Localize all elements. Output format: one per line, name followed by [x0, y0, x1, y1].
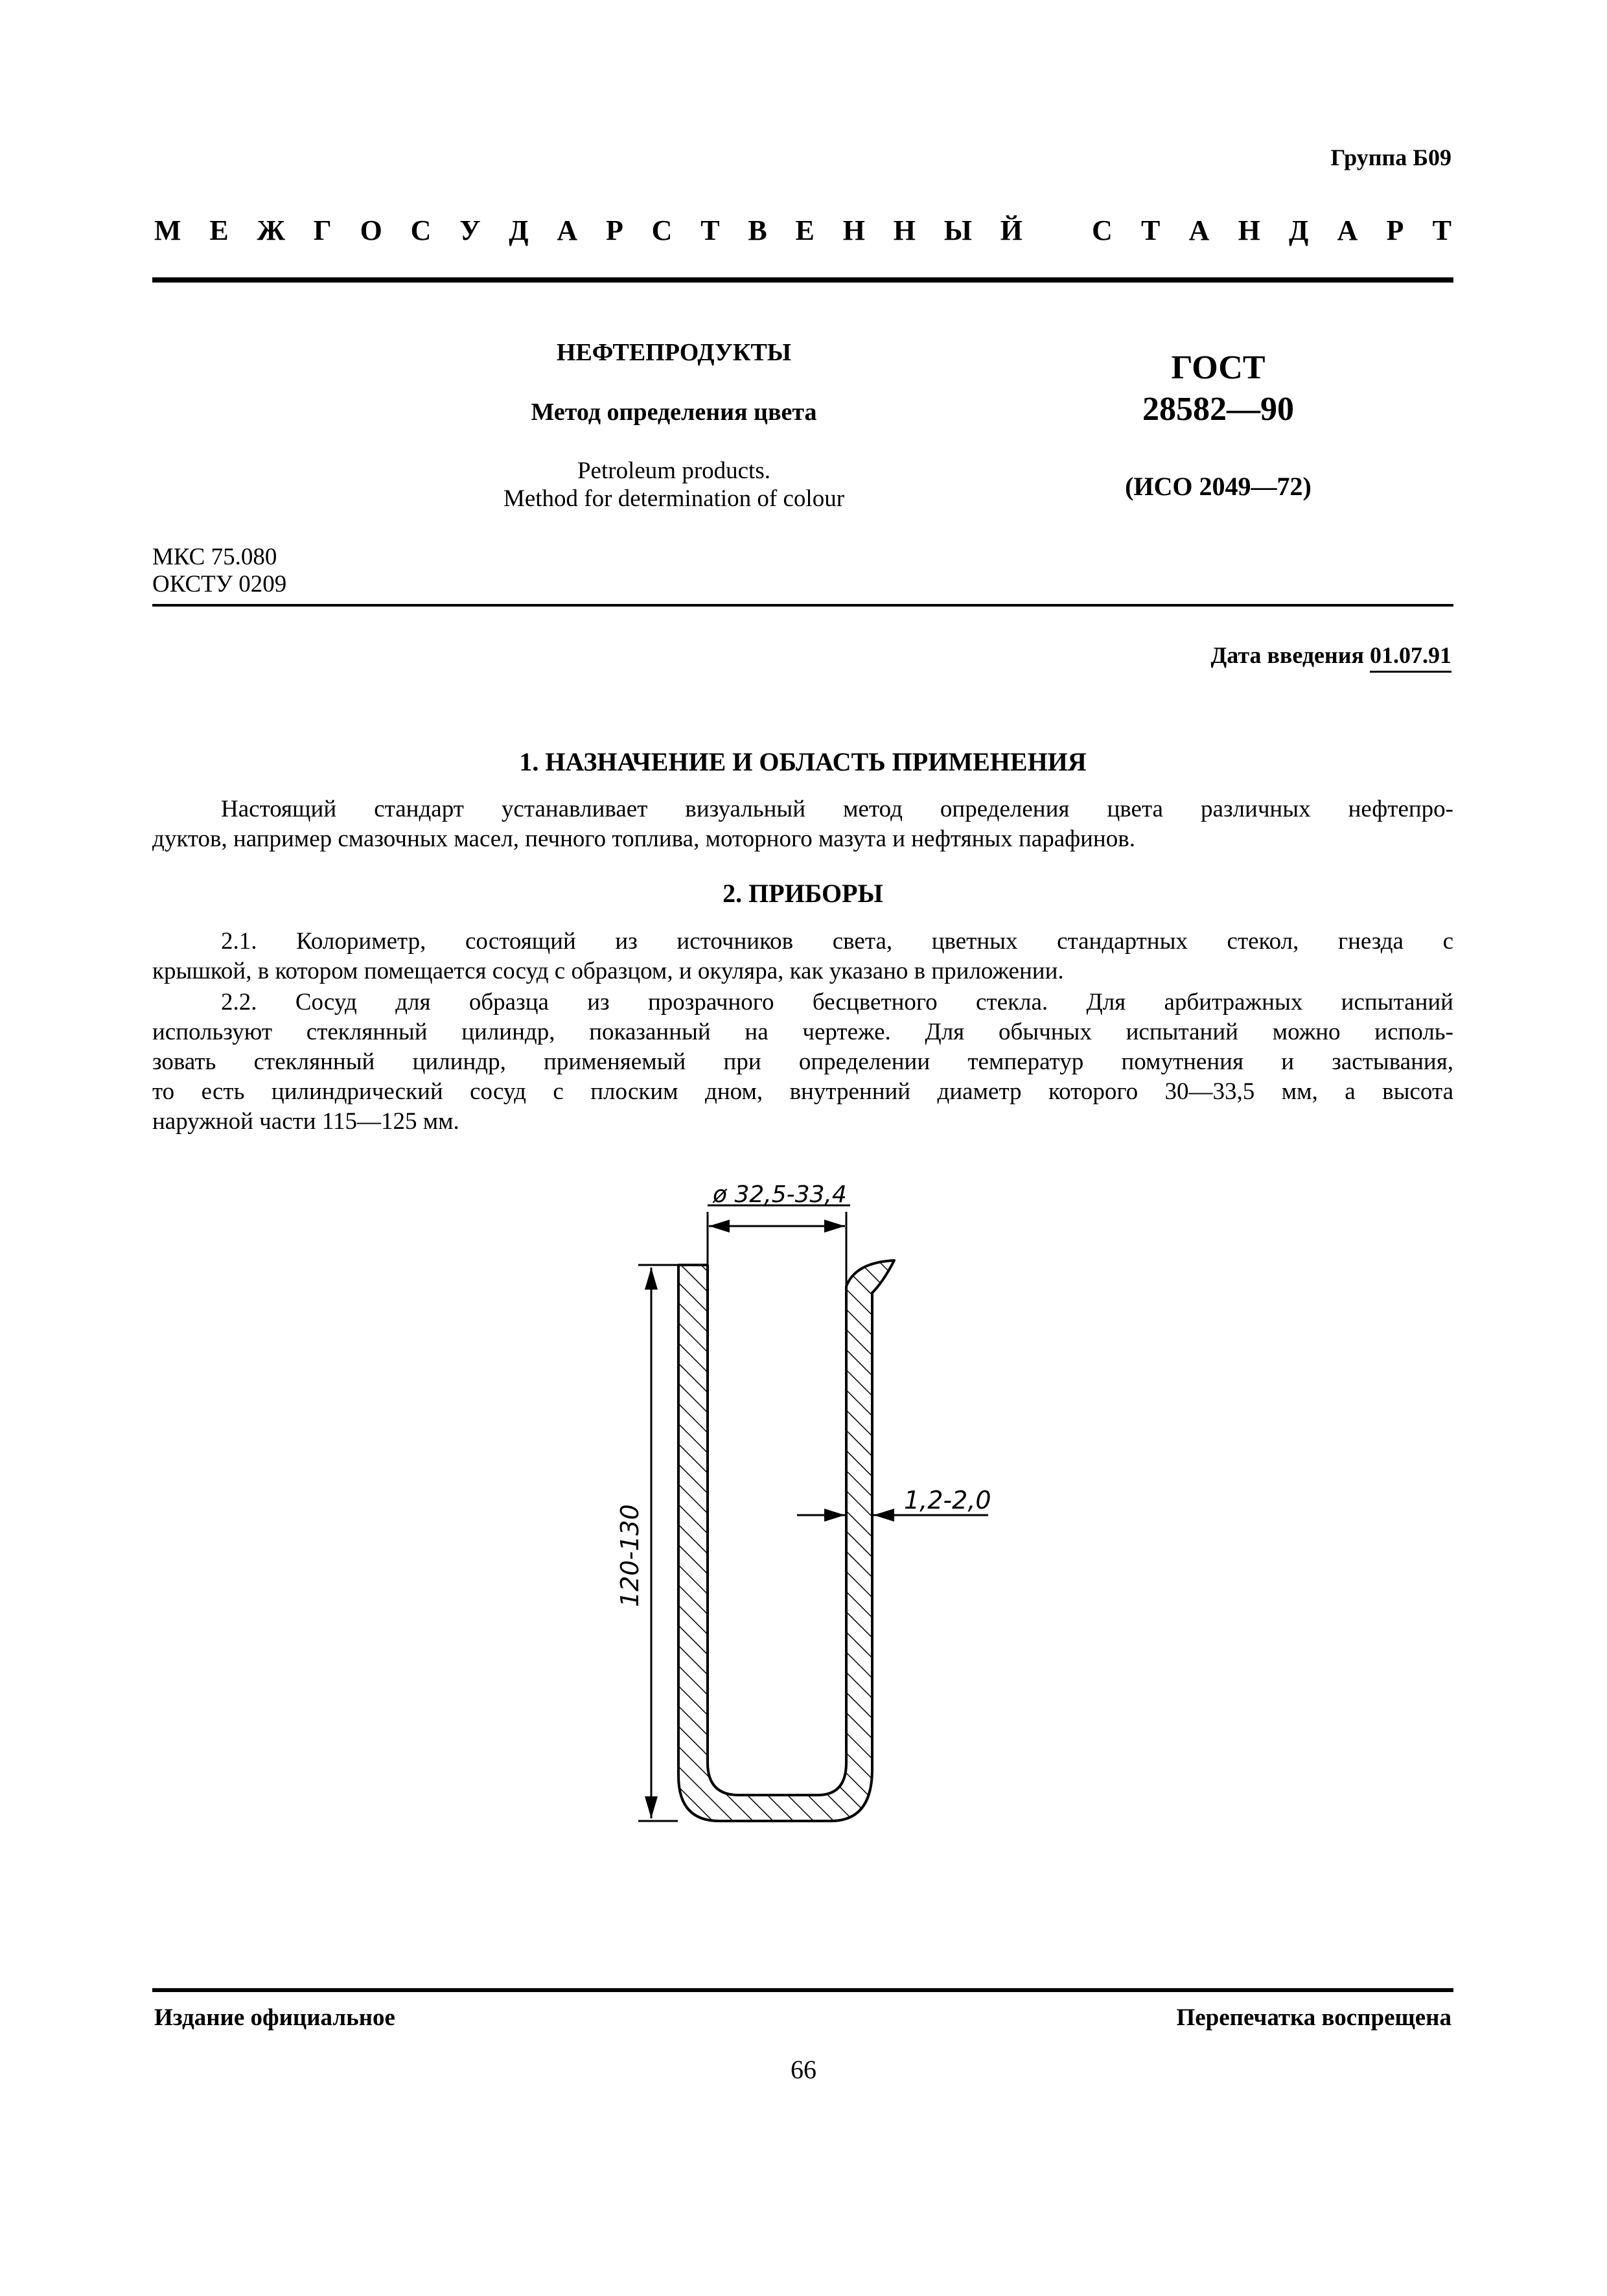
title-block-rule [152, 604, 1453, 607]
english-title-1: Petroleum products. [577, 458, 770, 484]
banner-left-letter: Е [795, 215, 815, 246]
p21-line-2: крышкой, в котором помещается сосуд с образцом, и окуляра, как указано в приложении. [152, 958, 1064, 984]
banner-left-letter: Р [605, 215, 623, 246]
banner-right-letter: Д [1289, 215, 1309, 246]
p22-line-4: то есть цилиндрический сосуд с плоским дном, внутренний диаметр которого 30—33,5 мм, а высота [152, 1078, 1453, 1105]
section-1-heading: 1. НАЗНАЧЕНИЕ И ОБЛАСТЬ ПРИМЕНЕНИЯ [519, 747, 1087, 776]
p22-line-5: наружной части 115—125 мм. [152, 1108, 459, 1135]
banner-right-letter: С [1092, 215, 1113, 246]
banner-left [154, 214, 1023, 247]
banner-left-letter: С [410, 215, 432, 246]
iso-reference: (ИСО 2049—72) [1125, 472, 1312, 501]
banner-left-letter: В [748, 215, 767, 246]
banner-left-letter: Й [1000, 215, 1023, 246]
footer-rule [152, 1988, 1453, 1992]
doc-title: НЕФТЕПРОДУКТЫ [556, 339, 792, 366]
banner-left-letter: Н [842, 215, 865, 246]
banner-right-letter: Т [1141, 215, 1161, 246]
banner-left-letter: М [154, 215, 181, 246]
p22-line-2: используют стеклянный цилиндр, показанный на чертеже. Для обычных испытаний можно исполь- [152, 1019, 1453, 1045]
gost-label: ГОСТ [1171, 349, 1266, 386]
page-number: 66 [791, 2055, 816, 2084]
group-code: Группа Б09 [1330, 145, 1451, 170]
cylinder-drawing [570, 1154, 1089, 1840]
banner-left-letter: А [557, 215, 578, 246]
intro-date-label: Дата введения [1210, 642, 1364, 668]
p22-line-3: зовать стеклянный цилиндр, применяемый при определении температур помутнения и застывания, [152, 1049, 1453, 1075]
p22-line-1: 2.2. Сосуд для образца из прозрачного бесцветного стекла. Для арбитражных испытаний [221, 989, 1453, 1015]
section-1-line-2: дуктов, например смазочных масел, печного топлива, моторного мазута и нефтяных парафинов. [152, 826, 1135, 852]
section-1-line-1: Настоящий стандарт устанавливает визуальный метод определения цвета различных нефтепро- [221, 796, 1453, 822]
p21-line-1: 2.1. Колориметр, состоящий из источников света, цветных стандартных стекол, гнезда с [221, 928, 1453, 955]
banner-right-letter: А [1337, 215, 1358, 246]
intro-date-value: 01.07.91 [1370, 642, 1451, 673]
banner-right-letter: А [1188, 215, 1210, 246]
footer-reprint-prohibited: Перепечатка воспрещена [1176, 2004, 1451, 2031]
banner-right [1092, 214, 1451, 247]
banner-left-letter: С [651, 215, 673, 246]
paragraph-2-2 [152, 988, 1453, 1137]
banner-left-letter: Ы [943, 215, 972, 246]
banner-right-letter: Т [1432, 215, 1451, 246]
banner-left-letter: Д [509, 215, 529, 246]
doc-subtitle: Метод определения цвета [531, 399, 817, 426]
banner-left-letter: Ж [257, 215, 285, 246]
banner-right-letter: Р [1386, 215, 1404, 246]
cylinder-wall [678, 1260, 894, 1821]
mks-code: МКС 75.080 [152, 544, 277, 570]
banner-left-letter: Е [209, 215, 229, 246]
banner-left-letter: Т [700, 215, 720, 246]
diameter-label: ø 32,5-33,4 [713, 1181, 847, 1208]
section-1-body [152, 794, 1453, 854]
paragraph-2-1 [152, 927, 1453, 986]
banner-left-letter: У [459, 215, 481, 246]
footer-official-edition: Издание официальное [154, 2004, 395, 2031]
wall-thickness-label: 1,2-2,0 [904, 1486, 991, 1514]
height-label: 120-130 [616, 1504, 644, 1607]
banner-left-letter: О [360, 215, 382, 246]
top-thick-rule [152, 277, 1453, 283]
banner-left-letter: Г [313, 215, 332, 246]
gost-number: 28582—90 [1142, 391, 1294, 428]
okstu-code: ОКСТУ 0209 [152, 571, 287, 597]
intro-date [972, 642, 1451, 669]
banner-left-letter: Н [893, 215, 916, 246]
banner-right-letter: Н [1238, 215, 1260, 246]
section-2-heading: 2. ПРИБОРЫ [723, 879, 883, 908]
english-title-2: Method for determination of colour [503, 485, 845, 512]
